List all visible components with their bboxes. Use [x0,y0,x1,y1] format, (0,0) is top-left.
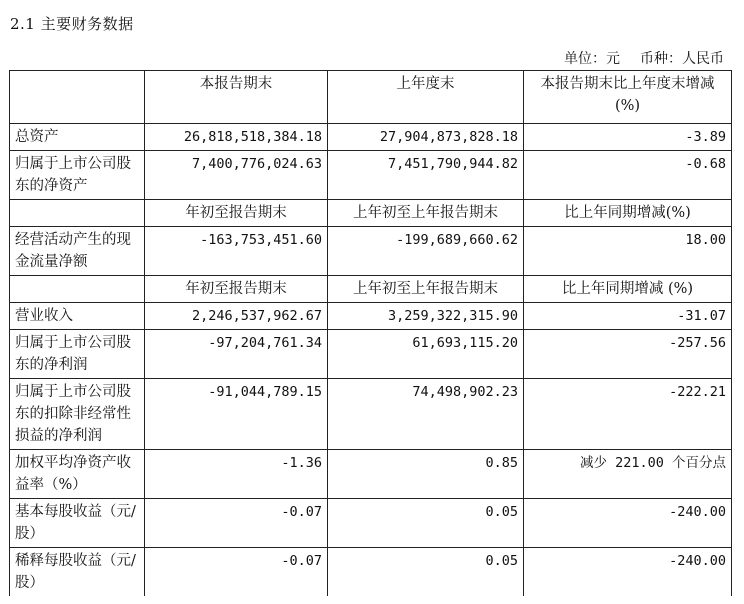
value-cell: -240.00 [524,499,732,548]
value-cell: 27,904,873,828.18 [328,124,524,151]
table-header-row [10,200,732,227]
header-cell: 比上年同期增减(%) [524,200,732,227]
table-row [10,379,732,450]
value-cell: -163,753,451.60 [145,227,328,276]
table-row [10,548,732,597]
header-cell: 上年初至上年报告期末 [328,276,524,303]
row-label: 经营活动产生的现金流量净额 [10,227,145,276]
value-cell: -222.21 [524,379,732,450]
table-header-row [10,71,732,124]
value-cell: -199,689,660.62 [328,227,524,276]
value-cell: 3,259,322,315.90 [328,303,524,330]
value-cell: 74,498,902.23 [328,379,524,450]
table-row [10,303,732,330]
row-label: 总资产 [10,124,145,151]
value-cell: -97,204,761.34 [145,330,328,379]
header-cell: 本报告期末比上年度末增减(%) [524,71,732,124]
value-cell: -3.89 [524,124,732,151]
financial-data-table [9,70,732,596]
value-cell: -0.68 [524,151,732,200]
value-cell: 7,400,776,024.63 [145,151,328,200]
table-row [10,151,732,200]
section-title: 2.1 主要财务数据 [10,15,134,33]
value-cell: 0.85 [328,450,524,499]
value-cell: 减少 221.00 个百分点 [524,450,732,499]
row-label: 基本每股收益（元/股） [10,499,145,548]
header-blank-cell [10,276,145,303]
value-cell: 26,818,518,384.18 [145,124,328,151]
currency-label: 币种：人民币 [640,51,724,67]
value-cell: -0.07 [145,548,328,597]
row-label: 归属于上市公司股东的净资产 [10,151,145,200]
row-label: 营业收入 [10,303,145,330]
header-cell: 年初至报告期末 [145,276,328,303]
table-row [10,450,732,499]
row-label: 归属于上市公司股东的净利润 [10,330,145,379]
value-cell: -91,044,789.15 [145,379,328,450]
value-cell: -257.56 [524,330,732,379]
value-cell: 2,246,537,962.67 [145,303,328,330]
unit-label: 单位：元 [564,51,620,67]
row-label: 归属于上市公司股东的扣除非经常性损益的净利润 [10,379,145,450]
value-cell: -31.07 [524,303,732,330]
table-header-row [10,276,732,303]
header-blank-cell [10,71,145,124]
value-cell: 61,693,115.20 [328,330,524,379]
value-cell: 0.05 [328,499,524,548]
header-cell: 比上年同期增减 (%) [524,276,732,303]
table-row [10,330,732,379]
header-cell: 上年初至上年报告期末 [328,200,524,227]
row-label: 加权平均净资产收益率（%） [10,450,145,499]
value-cell: 18.00 [524,227,732,276]
row-label: 稀释每股收益（元/股） [10,548,145,597]
unit-line [564,48,724,68]
table-row [10,227,732,276]
value-cell: -0.07 [145,499,328,548]
value-cell: 0.05 [328,548,524,597]
value-cell: 7,451,790,944.82 [328,151,524,200]
table-row [10,124,732,151]
header-cell: 年初至报告期末 [145,200,328,227]
value-cell: -1.36 [145,450,328,499]
header-cell: 上年度末 [328,71,524,124]
header-blank-cell [10,200,145,227]
header-cell: 本报告期末 [145,71,328,124]
value-cell: -240.00 [524,548,732,597]
table-row [10,499,732,548]
